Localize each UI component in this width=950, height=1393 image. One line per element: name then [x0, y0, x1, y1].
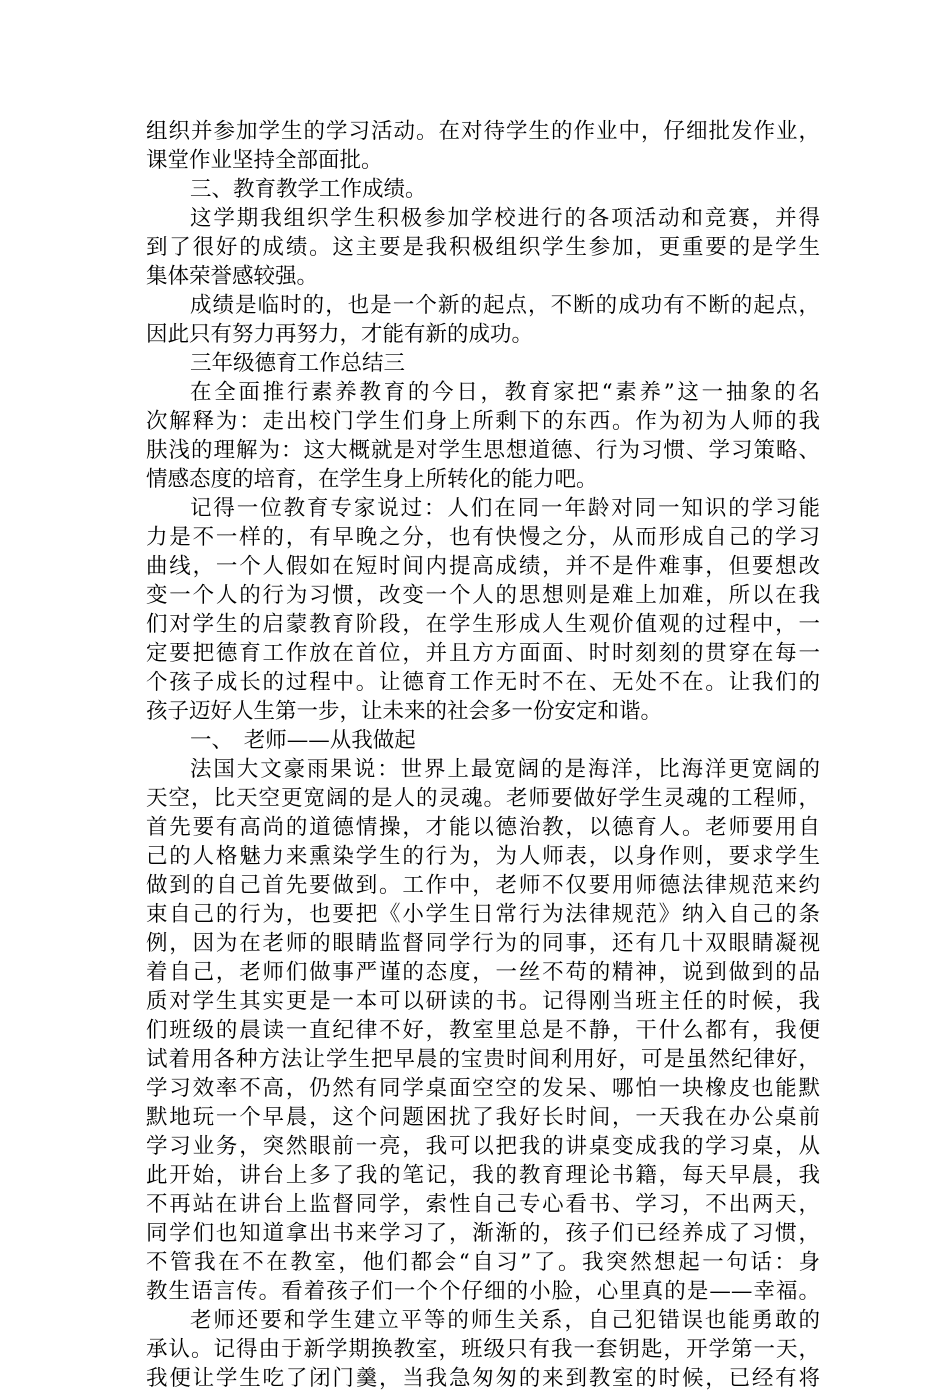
text-line: 天空，比天空更宽阔的是人的灵魂。老师要做好学生灵魂的工程师，	[146, 786, 820, 811]
text-line: 情感态度的培育，在学生身上所转化的能力吧。	[146, 467, 598, 492]
text-line: 个孩子成长的过程中。让德育工作无时不在、无处不在。让我们的	[146, 670, 820, 695]
text-line: 不管我在不在教室，他们都会“自习”了。我突然想起一句话：身	[146, 1250, 820, 1275]
text-line: 孩子迈好人生第一步，让未来的社会多一份安定和谐。	[146, 699, 663, 724]
text-line: 此开始，讲台上多了我的笔记，我的教育理论书籍，每天早晨，我	[146, 1163, 820, 1188]
text-line: 三、教育教学工作成绩。	[190, 177, 427, 202]
text-line: 默地玩一个早晨，这个问题困扰了我好长时间，一天我在办公桌前	[146, 1105, 820, 1130]
text-line: 集体荣誉感较强。	[146, 264, 319, 289]
text-line: 学习业务，突然眼前一亮，我可以把我的讲桌变成我的学习桌，从	[146, 1134, 820, 1159]
text-line: 在全面推行素养教育的今日，教育家把“素养”这一抽象的名	[190, 380, 820, 405]
text-line: 老师还要和学生建立平等的师生关系，自己犯错误也能勇敢的	[190, 1308, 820, 1333]
text-line: 法国大文豪雨果说：世界上最宽阔的是海洋，比海洋更宽阔的	[190, 757, 820, 782]
text-line: 肤浅的理解为：这大概就是对学生思想道德、行为习惯、学习策略、	[146, 438, 820, 463]
text-line: 力是不一样的，有早晚之分，也有快慢之分，从而形成自己的学习	[146, 525, 820, 550]
text-line: 首先要有高尚的道德情操，才能以德治教，以德育人。老师要用自	[146, 815, 820, 840]
text-line: 记得一位教育专家说过：人们在同一年龄对同一知识的学习能	[190, 496, 820, 521]
text-line: 三年级德育工作总结三	[190, 351, 406, 376]
text-line: 不再站在讲台上监督同学，索性自己专心看书、学习，不出两天，	[146, 1192, 820, 1217]
text-line: 们对学生的启蒙教育阶段，在学生形成人生观价值观的过程中，一	[146, 612, 820, 637]
text-line: 试着用各种方法让学生把早晨的宝贵时间利用好，可是虽然纪律好，	[146, 1047, 820, 1072]
text-line: 质对学生其实更是一本可以研读的书。记得刚当班主任的时候，我	[146, 989, 820, 1014]
text-line: 同学们也知道拿出书来学习了，渐渐的，孩子们已经养成了习惯，	[146, 1221, 820, 1246]
text-line: 着自己，老师们做事严谨的态度，一丝不苟的精神，说到做到的品	[146, 960, 820, 985]
text-line: 定要把德育工作放在首位，并且方方面面、时时刻刻的贯穿在每一	[146, 641, 820, 666]
text-line: 组织并参加学生的学习活动。在对待学生的作业中，仔细批发作业，	[146, 119, 820, 144]
text-line: 成绩是临时的，也是一个新的起点，不断的成功有不断的起点，	[190, 293, 820, 318]
text-line: 课堂作业坚持全部面批。	[146, 148, 383, 173]
text-line: 束自己的行为，也要把《小学生日常行为法律规范》纳入自己的条	[146, 902, 820, 927]
text-line: 到了很好的成绩。这主要是我积极组织学生参加，更重要的是学生	[146, 235, 820, 260]
text-line: 承认。记得由于新学期换教室，班级只有我一套钥匙，开学第一天，	[146, 1337, 820, 1362]
text-line: 教生语言传。看着孩子们一个个仔细的小脸，心里真的是——幸福。	[146, 1279, 820, 1304]
text-line: 一、 老师——从我做起	[190, 728, 416, 753]
text-line: 我便让学生吃了闭门羹，当我急匆匆的来到教室的时候，已经有将	[146, 1366, 820, 1391]
text-line: 己的人格魅力来熏染学生的行为，为人师表，以身作则，要求学生	[146, 844, 820, 869]
text-line: 变一个人的行为习惯，改变一个人的思想则是难上加难，所以在我	[146, 583, 820, 608]
text-line: 学习效率不高，仍然有同学桌面空空的发呆、哪怕一块橡皮也能默	[146, 1076, 820, 1101]
text-line: 例，因为在老师的眼睛监督同学行为的同事，还有几十双眼睛凝视	[146, 931, 820, 956]
text-line: 做到的自己首先要做到。工作中，老师不仅要用师德法律规范来约	[146, 873, 820, 898]
text-line: 次解释为：走出校门学生们身上所剩下的东西。作为初为人师的我	[146, 409, 820, 434]
text-line: 曲线，一个人假如在短时间内提高成绩，并不是件难事，但要想改	[146, 554, 820, 579]
text-line: 这学期我组织学生积极参加学校进行的各项活动和竞赛，并得	[190, 206, 820, 231]
text-line: 们班级的晨读一直纪律不好，教室里总是不静，干什么都有，我便	[146, 1018, 820, 1043]
text-line: 因此只有努力再努力，才能有新的成功。	[146, 322, 534, 347]
